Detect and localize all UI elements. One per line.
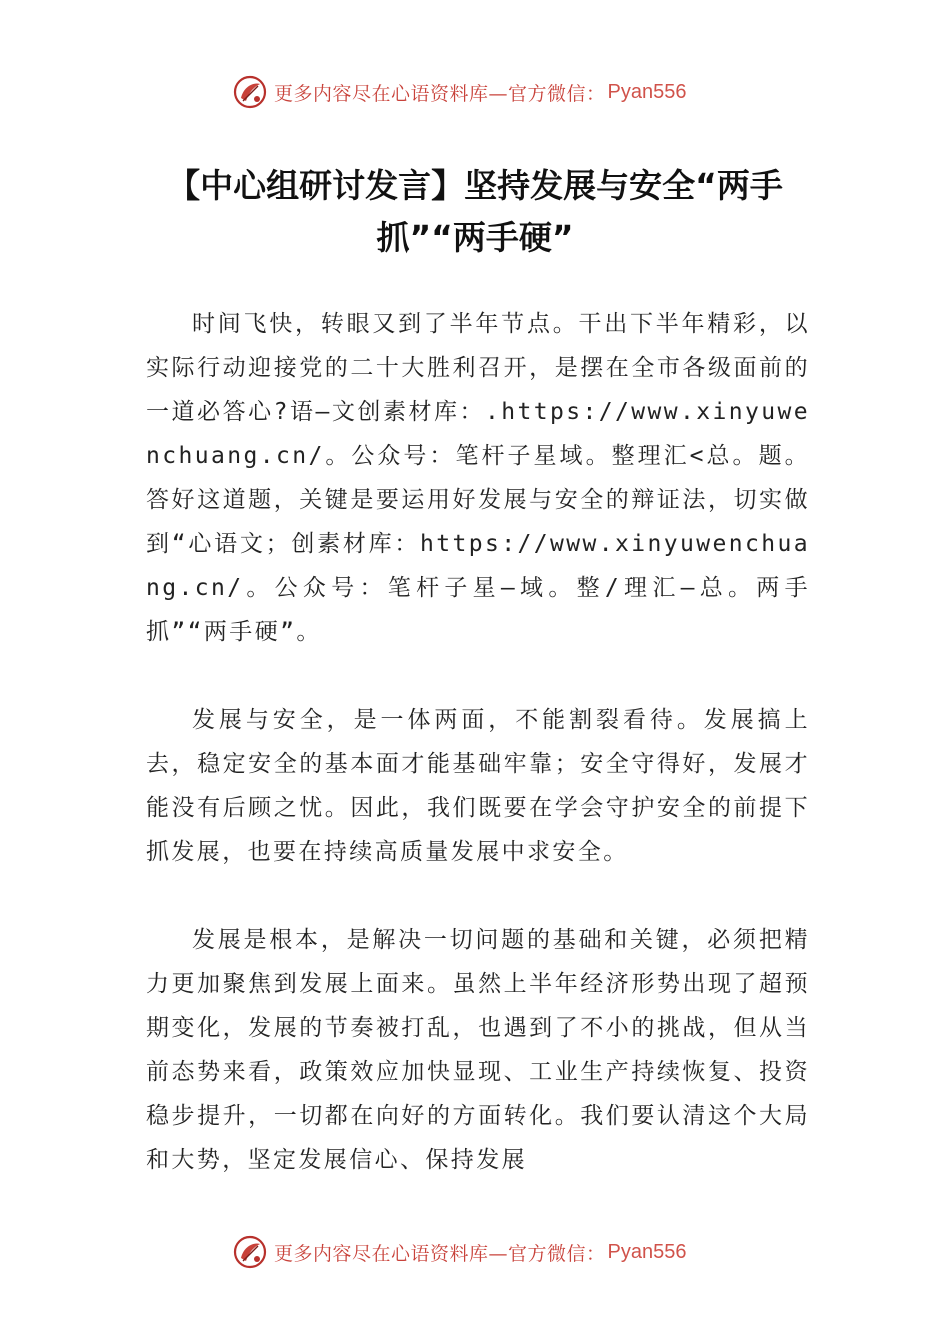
banner-text: 更多内容尽在心语资料库—官方微信： — [274, 82, 606, 105]
body-paragraph: 发展是根本，是解决一切问题的基础和关键，必须把精力更加聚焦到发展上面来。虽然上半年经济形势出现了超预期变化，发展的节奏被打乱，也遇到了不小的挑战，但从当前态势来看，政策效应加快显现、工业生产持续恢复、投资稳步提升，一切都在向好的方面转化。我们要认清这个大局和大势，坚定发展信心、保持发展 — [146, 927, 810, 1173]
body-paragraph: 时间飞快，转眼又到了半年节点。干出下半年精彩，以实际行动迎接党的二十大胜利召开，是摆在全市各级面前的一道必答心?语—文创素材库：.https://www.xinyuwenchuang.cn/。公众号：笔杆子星域。整理汇<总。题。答好这道题，关键是要运用好发展与安全的辩证法，切实做到“心语文；创素材库：https://www.xinyuwenchuang.cn/。公众号：笔杆子星—域。整/理汇—总。两手抓”“两手硬”。 — [146, 311, 810, 645]
header-watermark-banner — [232, 72, 722, 112]
brand-logo-icon — [232, 74, 268, 110]
body-paragraph: 发展与安全，是一体两面，不能割裂看待。发展搞上去，稳定安全的基本面才能基础牢靠；安全守得好，发展才能没有后顾之忧。因此，我们既要在学会守护安全的前提下抓发展，也要在持续高质量发展中求安全。 — [146, 707, 810, 865]
banner-wechat-id: Pyan556 — [607, 80, 687, 103]
document-title: 【中心组研讨发言】坚持发展与安全“两手抓”“两手硬” — [167, 166, 783, 257]
banner-text: 更多内容尽在心语资料库—官方微信： — [274, 1242, 606, 1265]
document-body — [146, 302, 810, 1226]
banner-wechat-id: Pyan556 — [607, 1240, 687, 1263]
footer-watermark-banner — [232, 1232, 722, 1272]
brand-logo-icon — [232, 1234, 268, 1270]
